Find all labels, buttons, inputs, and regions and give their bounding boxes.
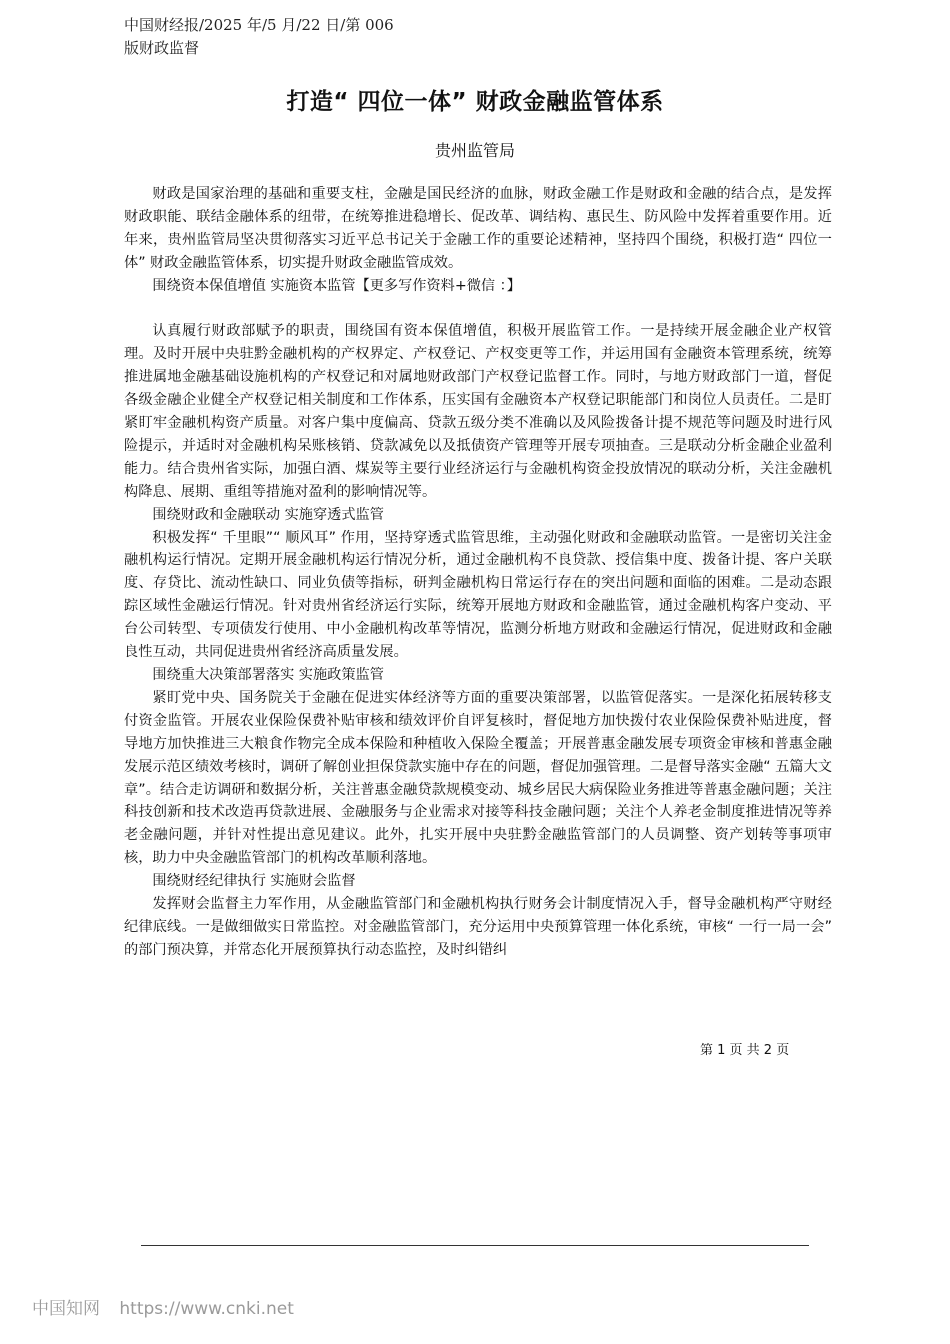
paragraph: 财政是国家治理的基础和重要支柱，金融是国民经济的血脉，财政金融工作是财政和金融的结合点，是发挥财政职能、联结金融体系的纽带，在统筹推进稳增长、促改革、调结构、惠民生、防风险中发挥着重要作用。近年来，贵州监管局坚决贯彻落实习近平总书记关于金融工作的重要论述精神，坚持四个围绕，积极打造“ 四位一体” 财政金融监管体系，切实提升财政金融监管成效。 <box>124 186 832 271</box>
article-title: 打造“ 四位一体” 财政金融监管体系 <box>286 89 664 115</box>
source-line-1: 中国财经报/2025 年/5 月/22 日/第 006 <box>124 16 394 34</box>
article-body <box>124 183 832 962</box>
paragraph: 发挥财会监督主力军作用，从金融监管部门和金融机构执行财务会计制度情况入手，督导金融机构严守财经纪律底线。一是做细做实日常监控。对金融监管部门，充分运用中央预算管理一体化系统，审核“ 一行一局一会” 的部门预决算，并常态化开展预算执行动态监控，及时纠错纠 <box>124 896 832 958</box>
section-heading: 围绕资本保值增值 实施资本监管【更多写作资料+微信 ：】 <box>152 277 521 294</box>
footer-url[interactable]: https://www.cnki.net <box>119 1299 294 1319</box>
footer <box>32 1294 294 1319</box>
section-heading: 围绕财政和金融联动 实施穿透式监管 <box>152 506 384 523</box>
page-number: 第 1 页 共 2 页 <box>700 1043 790 1058</box>
cnki-logo-text: 中国知网 <box>32 1299 100 1319</box>
section-heading: 围绕重大决策部署落实 实施政策监管 <box>152 667 384 684</box>
article-author: 贵州监管局 <box>434 141 515 160</box>
paragraph: 认真履行财政部赋予的职责，围绕国有资本保值增值，积极开展监管工作。一是持续开展金融企业产权管理。及时开展中央驻黔金融机构的产权界定、产权登记、产权变更等工作，并运用国有金融资本管理系统，统筹推进属地金融基础设施机构的产权登记和对属地财政部门产权登记监督工作。同时，与地方财政部门一道，督促各级金融企业健全产权登记相关制度和工作体系，压实国有金融资本产权登记职能部门和岗位人员责任。二是盯紧盯牢金融机构资产质量。对客户集中度偏高、贷款五级分类不准确以及风险拨备计提不规范等问题及时进行风险提示，并适时对金融机构呆账核销、贷款减免以及抵债资产管理等开展专项抽查。三是联动分析金融企业盈利能力。结合贵州省实际，加强白酒、煤炭等主要行业经济运行与金融机构资金投放情况的联动分析，关注金融机构降息、展期、重组等措施对盈利的影响情况等。 <box>124 323 832 500</box>
section-heading: 围绕财经纪律执行 实施财会监督 <box>152 873 356 890</box>
paragraph: 积极发挥“ 千里眼”“ 顺风耳” 作用，坚持穿透式监管思维，主动强化财政和金融联动监管。一是密切关注金融机构运行情况。定期开展金融机构运行情况分析，通过金融机构不良贷款、授信集中度、拨备计提、客户关联度、存贷比、流动性缺口、同业负债等指标，研判金融机构日常运行存在的突出问题和面临的困难。二是动态跟踪区域性金融运行情况。针对贵州省经济运行实际，统筹开展地方财政和金融监管，通过金融机构客户变动、平台公司转型、专项债发行使用、中小金融机构改革等情况，监测分析地方财政和金融运行情况，促进财政和金融良性互动，共同促进贵州省经济高质量发展。 <box>124 529 832 661</box>
paragraph: 紧盯党中央、国务院关于金融在促进实体经济等方面的重要决策部署，以监管促落实。一是深化拓展转移支付资金监管。开展农业保险保费补贴审核和绩效评价自评复核时，督促地方加快拨付农业保险保费补贴进度，督导地方加快推进三大粮食作物完全成本保险和种植收入保险全覆盖；开展普惠金融发展专项资金审核和普惠金融发展示范区绩效考核时，调研了解创业担保贷款实施中存在的问题，督促加强管理。二是督导落实金融“ 五篇大文章”。结合走访调研和数据分析，关注普惠金融贷款规模变动、城乡居民大病保险业务推进等普惠金融问题；关注科技创新和技术改造再贷款进展、金融服务与企业需求对接等科技金融问题；关注个人养老金制度推进情况等养老金融问题，并针对性提出意见建议。此外，扎实开展中央驻黔金融监管部门的人员调整、资产划转等事项审核，助力中央金融监管部门的机构改革顺利落地。 <box>124 689 832 867</box>
source-info <box>124 14 424 60</box>
source-line-2: 版财政监督 <box>124 39 200 57</box>
footer-divider <box>141 1245 809 1246</box>
